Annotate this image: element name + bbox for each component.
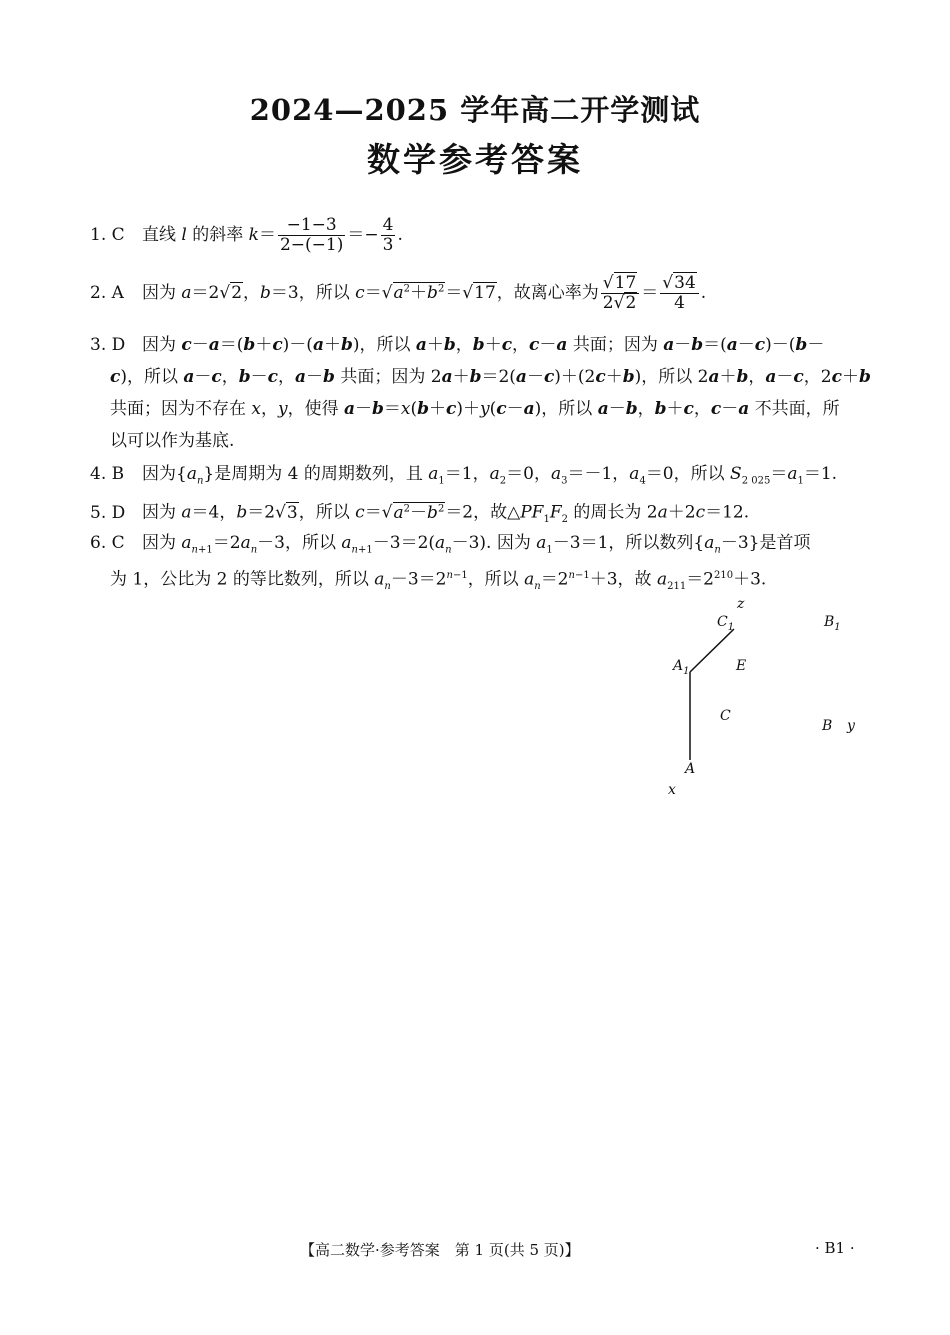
label-y: y (847, 718, 855, 734)
label-B1: $B_1$ (824, 614, 841, 633)
answer-number: 5. D (90, 502, 126, 523)
answer-number: 2. A (90, 283, 124, 303)
edge-A1C1 (690, 629, 734, 672)
answer-3: 3. D 因为 c－a＝(b＋c)－(a＋b)，所以 a＋b，b＋c，c－a 共面；因为 a－b＝(a－c)－(b－ (90, 335, 825, 355)
geometry-figure (660, 592, 870, 802)
label-z: z (737, 596, 745, 612)
answer-4: 4. B 因为$\{a_n\}$是周期为 4 的周期数列，且 $a_1=1$，$a_2=0$，$a_3=-1$，$a_4=0$，所以 $S_{2 025}=a_1=1$. (90, 464, 838, 487)
answer-1: 1. C 直线 l 的斜率 k＝ $\frac{-1-3}{2-(-1)}$ ＝− $\frac{4}{3}$ . (90, 215, 403, 255)
document-subtitle: 数学参考答案 (367, 140, 583, 179)
label-C: C (720, 708, 731, 724)
answer-number: 1. C (90, 225, 125, 245)
label-E: E (736, 658, 747, 674)
page-code: · B1 · (815, 1239, 855, 1257)
page-footer: 【高二数学·参考答案 第 1 页(共 5 页)】 (300, 1241, 580, 1259)
label-B: B (822, 718, 833, 734)
answer-number: 6. C (90, 533, 125, 553)
label-x: x (668, 782, 676, 798)
answer-6: 6. C 因为 $a_{n+1}=2a_n-3$，所以 $a_{n+1}-3=2(a_n-3)$. 因为 $a_1-3=1$，所以数列$\{a_n-3\}$是首项 (90, 533, 811, 556)
answer-5: 5. D 因为 a＝4，b＝2√3，所以 $c=√a^2-b^2=2$，故$\triangle PF_1F_2$ 的周长为 2a＋2c＝12. (90, 502, 750, 526)
answer-3-line-4: 以可以作为基底. (110, 431, 235, 451)
answer-number: 3. D (90, 335, 126, 355)
label-A: A (685, 761, 696, 777)
answer-number: 4. B (90, 464, 125, 484)
answer-6-line-2: 为 1，公比为 2 的等比数列，所以 $a_n-3=2^{n-1}$，所以 $a_n=2^{n-1}+3$，故 $a_{211}=2^{210}+3$. (110, 569, 767, 593)
answer-3-line-3: 共面；因为不存在 x，y，使得 a－b＝x(b＋c)＋y(c－a)，所以 a－b，b＋c，c－a 不共面，所 (110, 399, 840, 419)
answer-2: 2. A 因为 a＝2√2，b＝3，所以 $c=√a^2+b^2=√17$，故离心率为 $\frac{√17}{2√2}$ ＝ $\frac{√34}{4}$ . (90, 273, 707, 313)
label-C1: $C_1$ (717, 614, 735, 633)
label-A1: $A_1$ (673, 658, 690, 677)
answer-3-line-2: c)，所以 a－c，b－c，a－b 共面；因为 2a＋b＝2(a－c)＋(2c＋b)，所以 2a＋b，a－c，2c＋b (110, 367, 871, 387)
document-title: 2024—2025 学年高二开学测试 (249, 93, 701, 127)
